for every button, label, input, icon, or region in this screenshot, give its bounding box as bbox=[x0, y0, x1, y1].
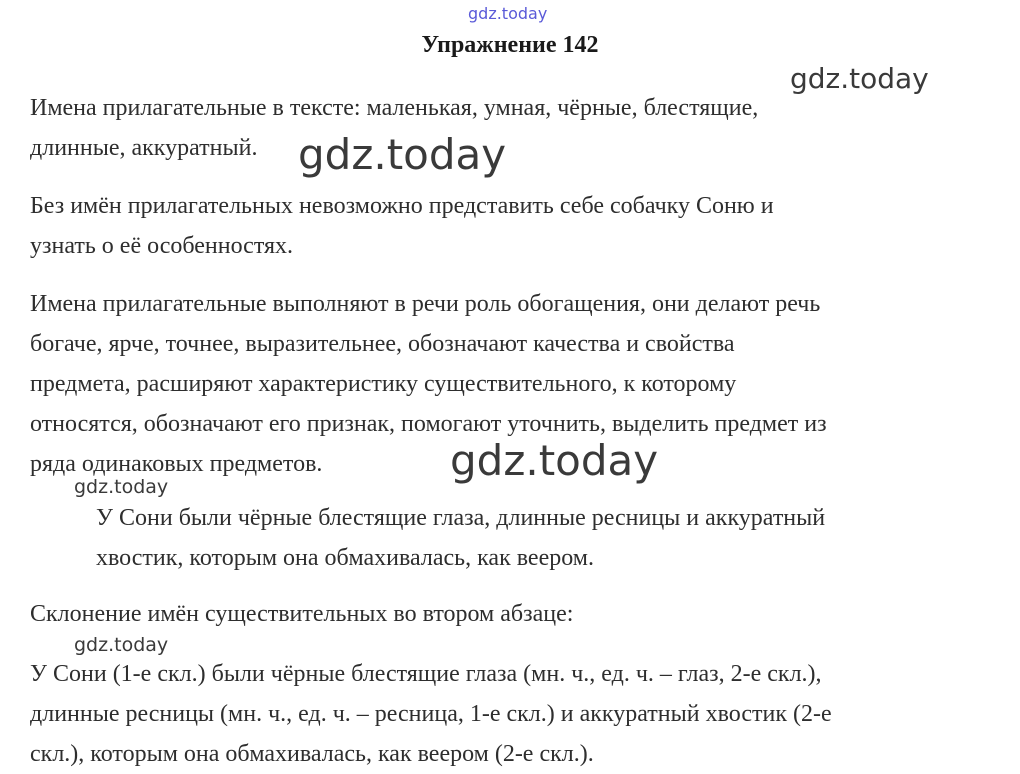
text-line: длинные ресницы (мн. ч., ед. ч. – ресница, 1-е скл.) и аккуратный хвостик (2-е bbox=[30, 701, 832, 727]
paragraph-adjectives-list bbox=[30, 88, 1005, 168]
watermark-small: gdz.today bbox=[74, 476, 169, 498]
paragraph-declension-analysis bbox=[30, 654, 1005, 774]
text-line: богаче, ярче, точнее, выразительнее, обозначают качества и свойства bbox=[30, 331, 735, 357]
text-line: Склонение имён существительных во втором абзаце: bbox=[30, 601, 574, 627]
text-line: Без имён прилагательных невозможно представить себе собачку Соню и bbox=[30, 193, 774, 219]
paragraph-sonya-sentence bbox=[30, 498, 1005, 578]
text-line: У Сони были чёрные блестящие глаза, длинные ресницы и аккуратный bbox=[96, 505, 826, 531]
paragraph-declension-heading bbox=[30, 594, 1005, 634]
watermark-large: gdz.today bbox=[450, 436, 659, 485]
text-line: Имена прилагательные в тексте: маленькая, умная, чёрные, блестящие, bbox=[30, 95, 759, 121]
watermark-right: gdz.today bbox=[790, 62, 929, 95]
text-line: относятся, обозначают его признак, помогают уточнить, выделить предмет из bbox=[30, 411, 827, 437]
text-line: узнать о её особенностях. bbox=[30, 233, 294, 259]
text-line: У Сони (1-е скл.) были чёрные блестящие глаза (мн. ч., ед. ч. – глаз, 2-е скл.), bbox=[30, 661, 822, 687]
watermark-small: gdz.today bbox=[74, 634, 169, 656]
text-line: Имена прилагательные выполняют в речи роль обогащения, они делают речь bbox=[30, 291, 821, 317]
paragraph-without-adjectives bbox=[30, 186, 1005, 266]
text-line: хвостик, которым она обмахивалась, как веером. bbox=[96, 545, 594, 571]
text-line: длинные, аккуратный. bbox=[30, 135, 258, 161]
text-line: ряда одинаковых предметов. bbox=[30, 451, 323, 477]
text-line: скл.), которым она обмахивалась, как веером (2-е скл.). bbox=[30, 741, 594, 767]
watermark-large: gdz.today bbox=[298, 130, 507, 179]
text-line: предмета, расширяют характеристику существительного, к которому bbox=[30, 371, 737, 397]
watermark-top: gdz.today bbox=[468, 4, 548, 23]
exercise-title: Упражнение 142 bbox=[421, 32, 599, 58]
